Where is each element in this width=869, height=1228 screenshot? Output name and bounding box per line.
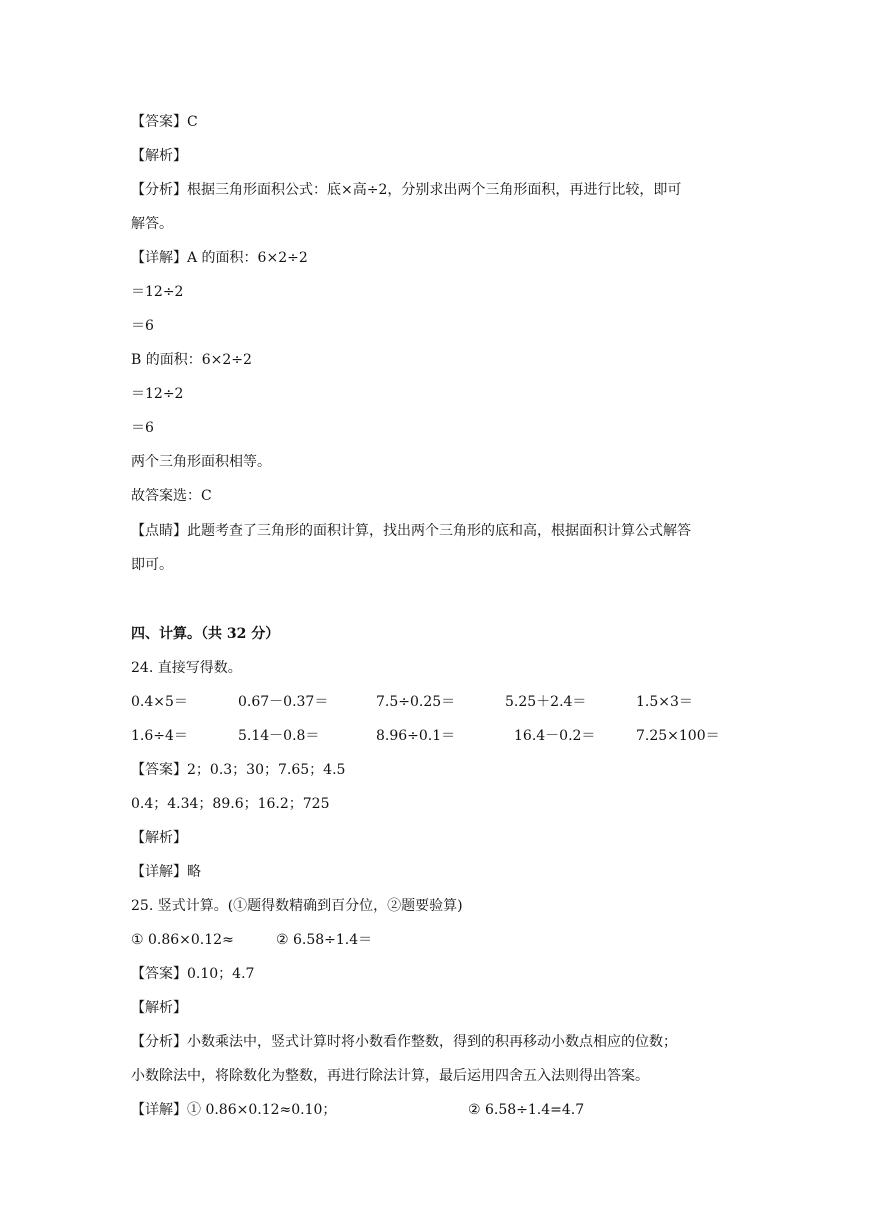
q25-item1: ① 0.86×0.12≈: [131, 932, 234, 948]
q25-detail-left: 【详解】① 0.86×0.12≈0.10；: [131, 1102, 337, 1118]
q23-detail-line5: ＝12÷2: [131, 386, 184, 402]
q25-answer: 【答案】0.10；4.7: [131, 966, 255, 982]
q24-item: 7.25×100＝: [636, 728, 720, 744]
q24-item: 16.4－0.2＝: [514, 728, 596, 744]
q23-dianjing-line1: 【点睛】此题考查了三角形的面积计算，找出两个三角形的底和高，根据面积计算公式解答: [131, 523, 691, 539]
q24-item: 0.67－0.37＝: [238, 694, 329, 710]
q25-fenxi-line2: 小数除法中，将除数化为整数，再进行除法计算，最后运用四舍五入法则得出答案。: [131, 1068, 649, 1084]
q23-detail-line1: 【详解】A 的面积：6×2÷2: [131, 250, 308, 266]
q23-analysis-heading: 【解析】: [131, 148, 187, 164]
q23-answer: 【答案】C: [131, 114, 198, 130]
q24-answer-line2: 0.4；4.34；89.6；16.2；725: [131, 796, 330, 812]
q24-item: 8.96÷0.1＝: [376, 728, 456, 744]
q24-item: 5.14－0.8＝: [238, 728, 320, 744]
q23-detail-line7: 两个三角形面积相等。: [131, 454, 271, 470]
q24-item: 0.4×5＝: [131, 694, 188, 710]
q24-answer-line1: 【答案】2；0.3；30；7.65；4.5: [131, 762, 346, 778]
q25-analysis-heading: 【解析】: [131, 1000, 187, 1016]
q25-detail-right: ② 6.58÷1.4=4.7: [468, 1102, 585, 1118]
q25-prompt: 25. 竖式计算。(①题得数精确到百分位，②题要验算): [131, 898, 463, 914]
q23-fenxi-line1: 【分析】根据三角形面积公式：底×高÷2，分别求出两个三角形面积，再进行比较，即可: [131, 182, 682, 198]
q23-fenxi-line2: 解答。: [131, 216, 173, 232]
q25-item2: ② 6.58÷1.4＝: [276, 932, 373, 948]
q24-detail: 【详解】略: [131, 864, 201, 880]
q25-fenxi-line1: 【分析】小数乘法中，竖式计算时将小数看作整数，得到的积再移动小数点相应的位数；: [131, 1034, 677, 1050]
q23-dianjing-line2: 即可。: [131, 557, 173, 573]
q23-detail-line8: 故答案选：C: [131, 488, 212, 504]
q24-analysis-heading: 【解析】: [131, 830, 187, 846]
q24-item: 1.5×3＝: [636, 694, 693, 710]
section-heading: 四、计算。（共 32 分）: [131, 626, 280, 642]
q23-detail-line6: ＝6: [131, 420, 154, 436]
q24-prompt: 24. 直接写得数。: [131, 660, 242, 676]
q24-item: 5.25＋2.4＝: [505, 694, 587, 710]
q23-detail-line2: ＝12÷2: [131, 284, 184, 300]
q23-detail-line4: B 的面积：6×2÷2: [131, 352, 252, 368]
q24-item: 1.6÷4＝: [131, 728, 188, 744]
q23-detail-line3: ＝6: [131, 318, 154, 334]
q24-item: 7.5÷0.25＝: [376, 694, 456, 710]
